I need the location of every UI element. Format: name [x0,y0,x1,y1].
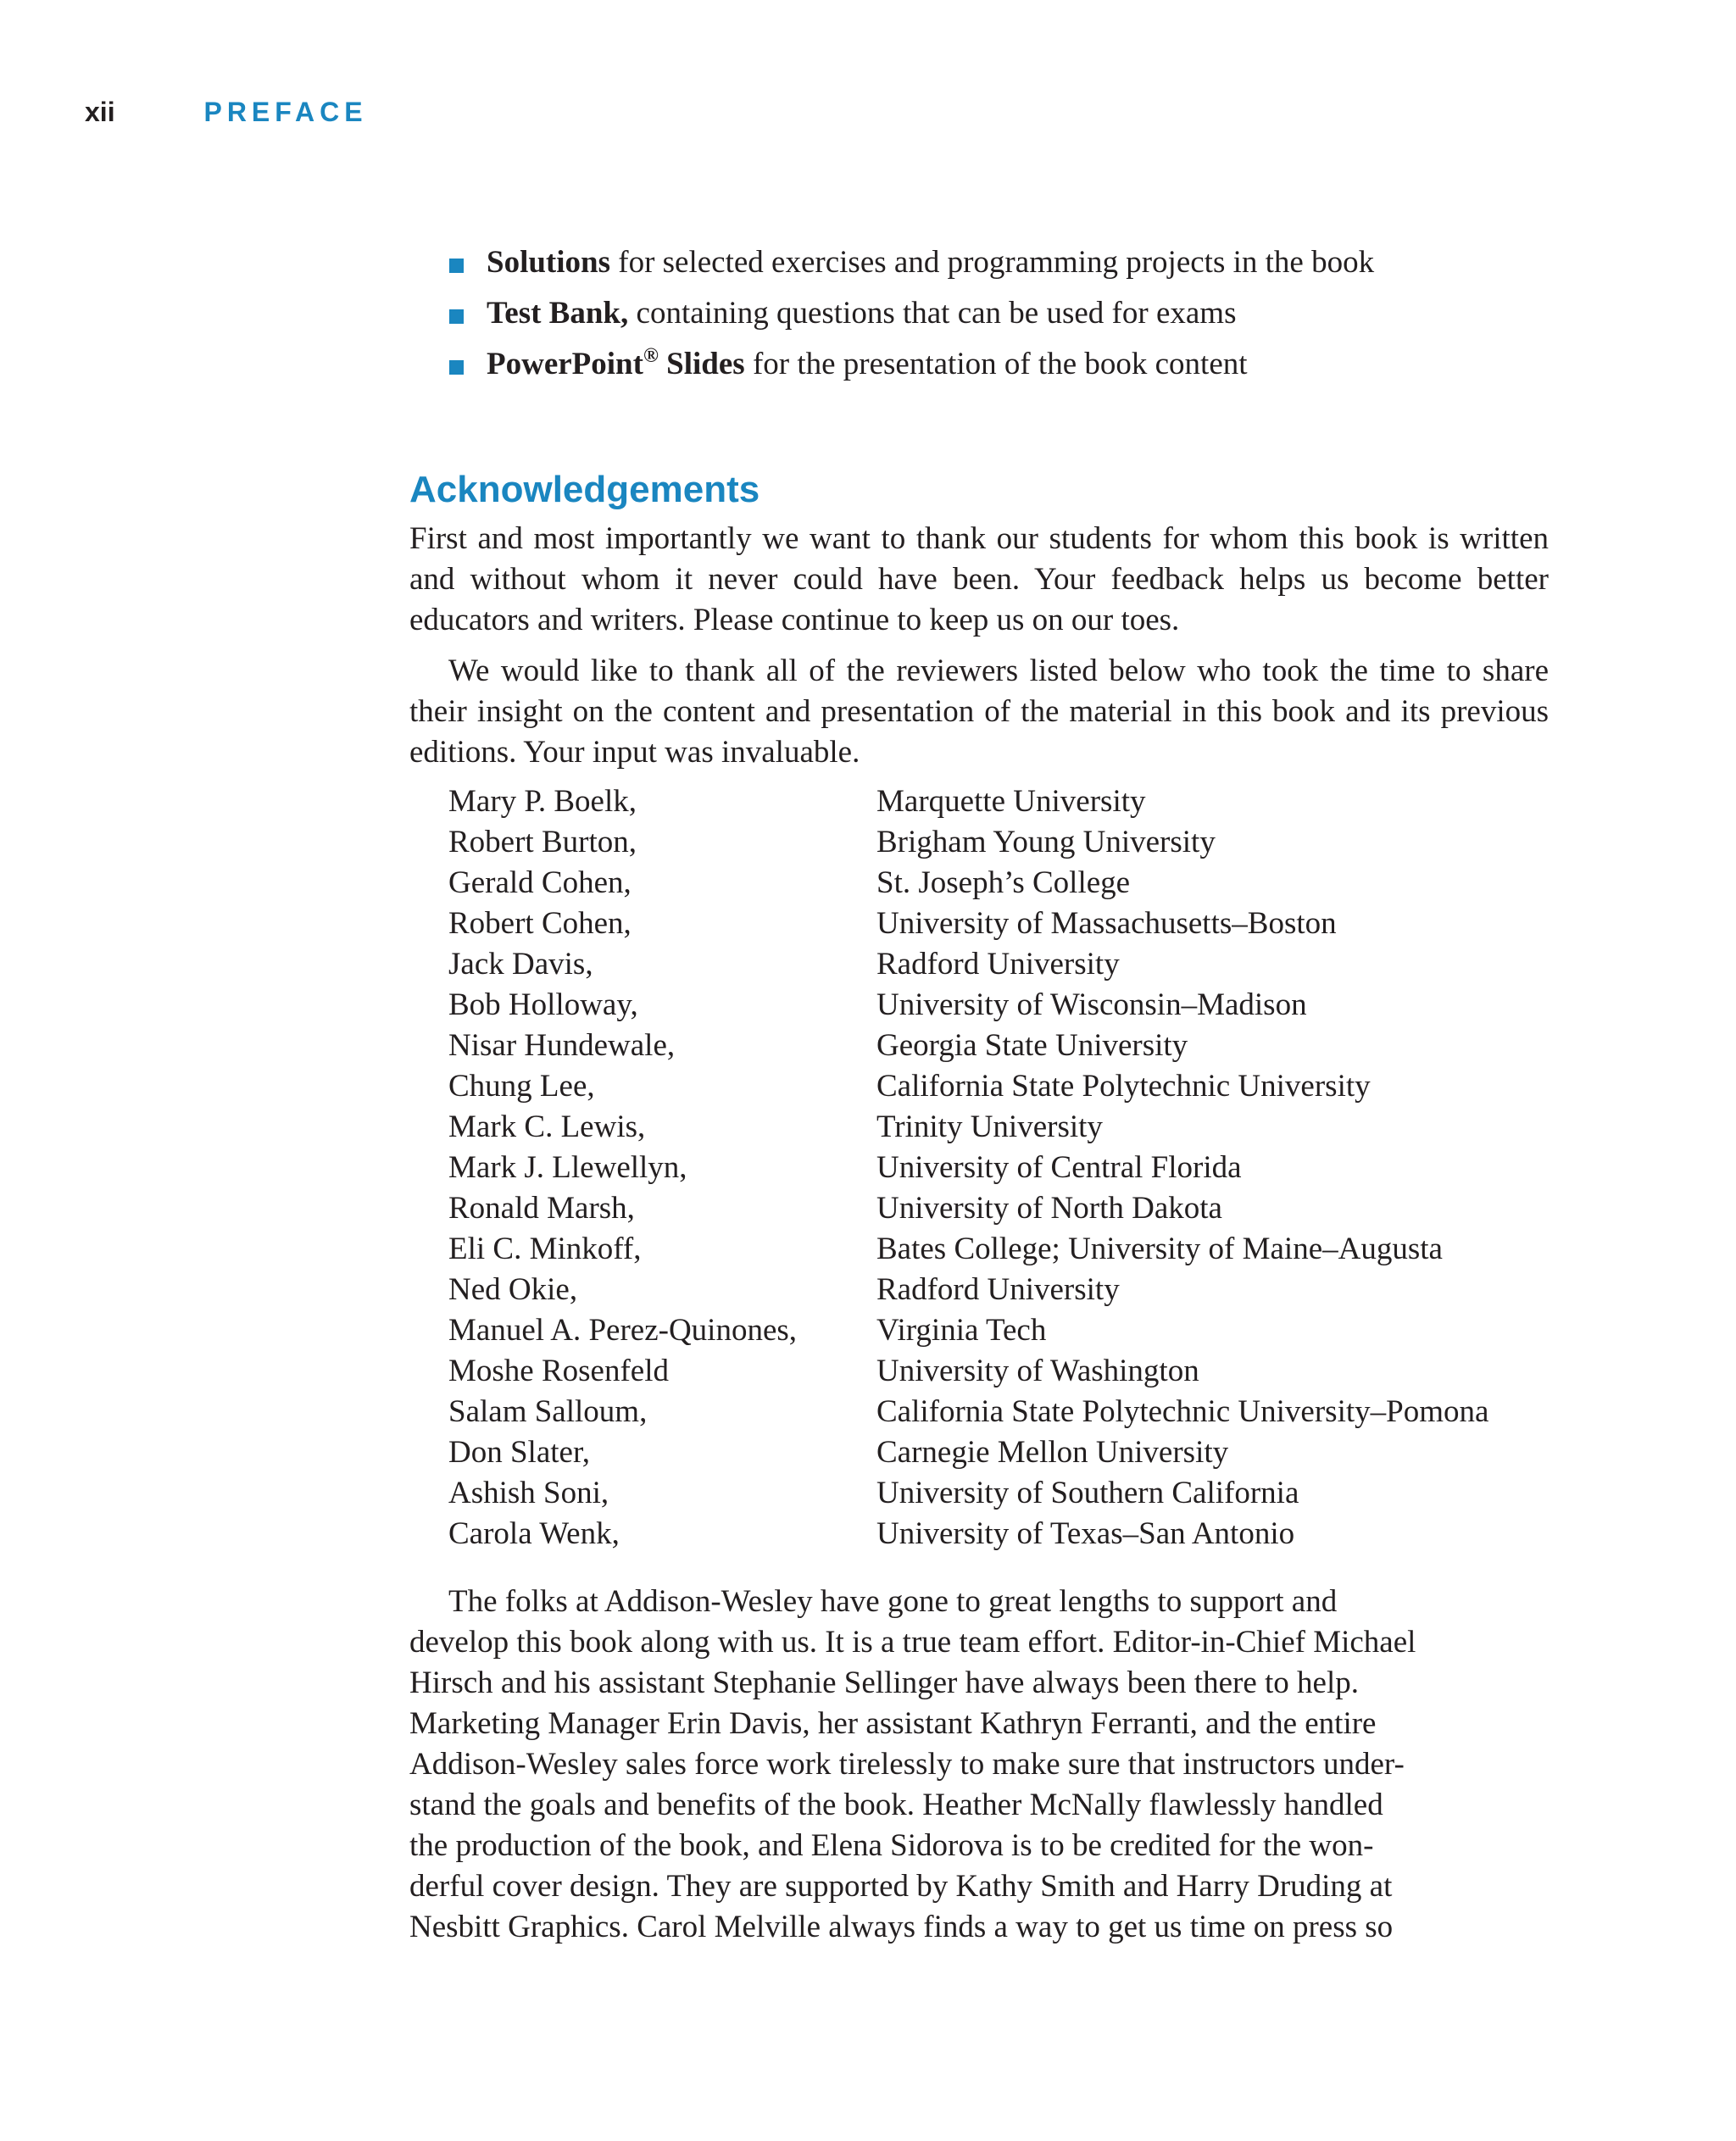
reviewer-affiliation: Marquette University [876,784,1146,819]
paragraph-line: develop this book along with us. It is a true team effort. Editor-in-Chief Michael [409,1625,1416,1660]
reviewer-affiliation: Trinity University [876,1109,1103,1144]
reviewer-affiliation: University of Massachusetts–Boston [876,906,1337,941]
table-row [448,1066,1488,1107]
reviewer-name: Ashish Soni, [448,1476,609,1510]
bullet-term: Test Bank, [487,296,629,331]
reviewer-name: Ned Okie, [448,1272,578,1307]
table-row [448,1310,1488,1351]
reviewer-affiliation: California State Polytechnic University [876,1069,1371,1104]
reviewer-name: Robert Cohen, [448,906,632,941]
reviewer-affiliation: St. Joseph’s College [876,865,1131,900]
reviewer-name: Eli C. Minkoff, [448,1232,642,1266]
table-row [448,781,1488,822]
table-row [448,1351,1488,1392]
reviewer-name: Bob Holloway, [448,987,638,1022]
table-row [448,904,1488,944]
section-heading: Acknowledgements [409,469,760,510]
paragraph-line: Marketing Manager Erin Davis, her assistant Kathryn Ferranti, and the entire [409,1706,1377,1741]
paragraph-students: First and most importantly we want to thank our students for whom this book is written and without whom it never could have been. Your feedback helps us become better educators and writers. Please continue to keep us on our toes. [409,521,1549,637]
paragraph-line: Addison-Wesley sales force work tirelessly to make sure that instructors under- [409,1747,1405,1782]
reviewer-name: Mary P. Boelk, [448,784,637,819]
table-row [448,1188,1488,1229]
reviewer-name: Mark J. Llewellyn, [448,1150,687,1185]
reviewer-affiliation: Bates College; University of Maine–Augusta [876,1232,1443,1266]
bullet-text: containing questions that can be used for exams [628,296,1237,331]
reviewer-name: Manuel A. Perez-Quinones, [448,1313,798,1348]
reviewer-name: Salam Salloum, [448,1394,648,1429]
reviewer-name: Ronald Marsh, [448,1191,635,1226]
reviewer-name: Mark C. Lewis, [448,1109,646,1144]
reviewer-name: Jack Davis, [448,947,593,982]
table-row [448,1026,1488,1066]
table-row [448,1432,1488,1473]
square-bullet-icon [449,259,464,273]
paragraph-reviewers: We would like to thank all of the reviewers listed below who took the time to share their insight on the content and presentation of the material in this book and its previous editions. Your input was invaluable. [409,653,1549,770]
reviewer-affiliation: University of Texas–San Antonio [876,1516,1295,1551]
bullet-term: Solutions [487,245,611,280]
bullet-term: PowerPoint [487,347,643,381]
table-row [448,944,1488,985]
square-bullet-icon [449,309,464,324]
reviewer-table-body [448,781,1488,1554]
reviewer-affiliation: University of Washington [876,1354,1199,1388]
table-row [448,1107,1488,1148]
square-bullet-icon [449,360,464,375]
table-row [448,1392,1488,1432]
reviewer-name: Carola Wenk, [448,1516,620,1551]
bullet-text: for selected exercises and programming projects in the book [610,245,1375,280]
paragraph-line: stand the goals and benefits of the book. Heather McNally flawlessly handled [409,1788,1383,1822]
reviewer-name: Moshe Rosenfeld [448,1354,669,1388]
reviewer-name: Nisar Hundewale, [448,1028,676,1063]
list-item [449,237,1549,288]
reviewer-name: Gerald Cohen, [448,865,632,900]
reviewer-affiliation: University of North Dakota [876,1191,1222,1226]
table-row [448,1514,1488,1554]
paragraph-lines [409,1584,1416,1944]
reviewer-name: Robert Burton, [448,825,637,859]
paragraph-addison-wesley [409,1582,1549,1948]
paragraph-line: derful cover design. They are supported by Kathy Smith and Harry Druding at [409,1869,1393,1904]
reviewer-affiliation: University of Wisconsin–Madison [876,987,1307,1022]
reviewer-affiliation: Radford University [876,1272,1120,1307]
reviewer-affiliation: University of Southern California [876,1476,1299,1510]
paragraph-line: the production of the book, and Elena Sidorova is to be credited for the won- [409,1828,1374,1863]
reviewer-affiliation: Brigham Young University [876,825,1216,859]
reviewer-affiliation: California State Polytechnic University–Pomona [876,1394,1489,1429]
bullet-text: for the presentation of the book content [744,347,1248,381]
reviewer-name: Chung Lee, [448,1069,595,1104]
table-row [448,1473,1488,1514]
resource-list [409,237,1549,390]
table-row [448,1270,1488,1310]
reviewer-affiliation: Georgia State University [876,1028,1188,1063]
list-item [449,288,1549,339]
running-head [85,95,368,129]
table-row [448,863,1488,904]
registered-mark: ® [643,345,659,367]
reviewer-affiliation: University of Central Florida [876,1150,1242,1185]
paragraph-line: The folks at Addison-Wesley have gone to great lengths to support and [448,1584,1338,1619]
bullet-term-suffix: Slides [658,347,745,381]
table-row [448,822,1488,863]
paragraph-line: Hirsch and his assistant Stephanie Sellinger have always been there to help. [409,1666,1359,1700]
list-item [449,339,1549,390]
reviewer-table [448,781,1488,1554]
table-row [448,985,1488,1026]
reviewer-affiliation: Virginia Tech [876,1313,1047,1348]
reviewer-name: Don Slater, [448,1435,591,1470]
section-label: PREFACE [203,97,368,127]
reviewer-affiliation: Carnegie Mellon University [876,1435,1229,1470]
table-row [448,1229,1488,1270]
page-content [409,237,1549,1948]
page-number: xii [85,97,115,127]
table-row [448,1148,1488,1188]
reviewer-affiliation: Radford University [876,947,1120,982]
paragraph-line: Nesbitt Graphics. Carol Melville always finds a way to get us time on press so [409,1910,1394,1944]
